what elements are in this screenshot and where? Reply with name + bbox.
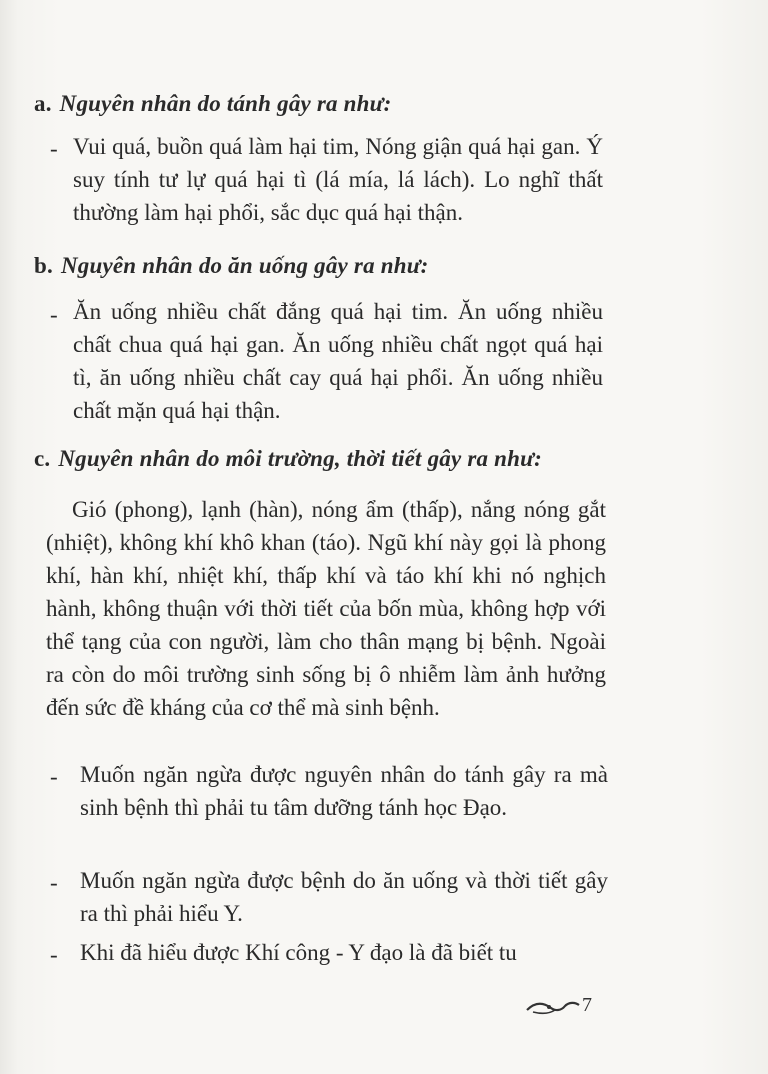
section-c-letter: c. bbox=[34, 446, 51, 471]
section-c-heading bbox=[34, 446, 542, 472]
section-b-heading bbox=[34, 253, 429, 279]
bullet-mark: - bbox=[50, 870, 58, 895]
bullet-mark: - bbox=[50, 942, 58, 967]
section-c-item-1: Muốn ngăn ngừa được nguyên nhân do tánh gây ra mà sinh bệnh thì phải tu tâm dưỡng tánh học Đạo. bbox=[80, 762, 608, 820]
section-c-item-3: Khi đã hiểu được Khí công - Y đạo là đã biết tu bbox=[80, 940, 517, 965]
section-a-heading bbox=[34, 91, 392, 117]
bullet-mark: - bbox=[50, 136, 58, 161]
section-c-item-2: Muốn ngăn ngừa được bệnh do ăn uống và thời tiết gây ra thì phải hiểu Y. bbox=[80, 868, 608, 926]
section-a-item-1: Vui quá, buồn quá làm hại tim, Nóng giận quá hại gan. Ý suy tính tư lự quá hại tì (lá mía, lá lách). Lo nghĩ thất thường làm hại phổi, sắc dục quá hại thận. bbox=[73, 134, 603, 225]
section-c-title: Nguyên nhân do môi trường, thời tiết gây ra như: bbox=[58, 446, 542, 471]
section-b-item-1: Ăn uống nhiều chất đắng quá hại tim. Ăn uống nhiều chất chua quá hại gan. Ăn uống nhiều chất ngọt quá hại tì, ăn uống nhiều chất cay quá hại phổi. Ăn uống nhiều chất mặn quá hại thận. bbox=[73, 299, 603, 423]
page-number: 7 bbox=[582, 994, 592, 1016]
bullet-mark: - bbox=[50, 302, 58, 327]
section-b-letter: b. bbox=[34, 253, 53, 278]
section-b-title: Nguyên nhân do ăn uống gây ra như: bbox=[60, 253, 429, 278]
section-c-paragraph: Gió (phong), lạnh (hàn), nóng ẩm (thấp), nắng nóng gắt (nhiệt), không khí khô khan (táo). Ngũ khí này gọi là phong khí, hàn khí, nhiệt khí, thấp khí và táo khí khi nó nghịch hành, không thuận với thời tiết của bốn mùa, không hợp với thể tạng của con người, làm cho thân mạng bị bệnh. Ngoài ra còn do môi trường sinh sống bị ô nhiễm làm ảnh hưởng đến sức đề kháng của cơ thể mà sinh bệnh. bbox=[46, 497, 606, 720]
section-a-title: Nguyên nhân do tánh gây ra như: bbox=[59, 91, 392, 116]
section-a-letter: a. bbox=[34, 91, 52, 116]
footer-ornament-icon bbox=[525, 996, 581, 1018]
bullet-mark: - bbox=[50, 764, 58, 789]
